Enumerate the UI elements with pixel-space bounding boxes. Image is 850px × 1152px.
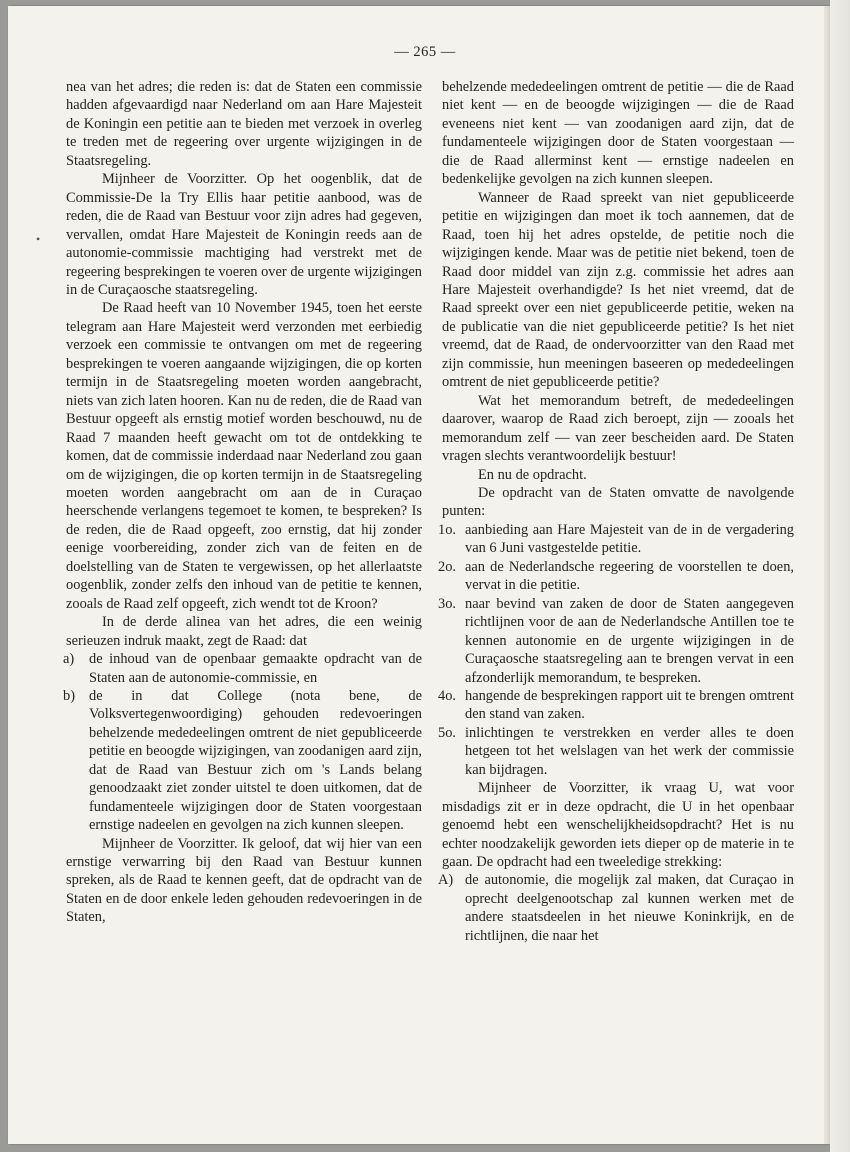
list-item [63,687,422,835]
list-item [438,871,794,945]
paragraph: De Raad heeft van 10 November 1945, toen het eerste telegram aan Hare Majesteit werd verzonden met eerbiedig verzoek een commissie te ontvangen om met de regeering besprekingen te voeren aangaande wijzigingen, die op korten termijn in de Staatsregeling moeten worden aangebracht, niets van zich laten hooren. Kan nu de reden, die de Raad van Bestuur opgeeft als ernstig motief worden beschouwd, nu de Raad 7 maanden heeft gewacht om tot de ontdekking te komen, dat de commissie inderdaad naar Nederland zou gaan om de wijzigingen, die op korten termijn in de Staatsregeling moeten worden aangebracht om aan de in Curaçao heerschende verlangens tegemoet te komen, te bespreken? Is de reden, die de Raad opgeeft, zoo ernstig, dat hij zonder eenige voorbereiding, zonder zich van de feiten en de doelstelling van de Staten te vergewissen, op het allerlaatste oogenblik, zonder zelfs den inhoud van de petitie te kennen, zooals de Raad zelf opgeeft, zich wendt tot de Kroon? [66,300,422,612]
list-item [63,650,422,687]
list-item [438,724,794,779]
list-item-label: A) [438,872,454,889]
right-column [438,78,794,945]
page-number: — 265 — [394,44,456,60]
list-item-text: hangende de besprekingen rapport uit te brengen omtrent den stand van zaken. [465,687,794,723]
list-item-text: de inhoud van de openbaar gemaakte opdracht van de Staten aan de autonomie-commissie, en [89,651,422,686]
margin-mark: • [36,232,41,246]
paragraph: behelzende mededeelingen omtrent de petitie — die de Raad niet kent — en de beoogde wijzigingen — die de Raad eveneens niet kent — van zoodanigen aard zijn, dat de fundamenteele wijzigingen door de Staten voorgestaan — die de Raad allerminst kent — ernstige nadeelen en bedenkelijke gevolgen na zich kunnen sleepen. [442,79,794,188]
list-item-text: inlichtingen te verstrekken en verder alles te doen hetgeen tot het welslagen van het werk der commissie kan bijdragen. [465,724,794,778]
list-item-text: aanbieding aan Hare Majesteit van de in de vergadering van 6 Juni vastgestelde petitie. [465,521,794,557]
paragraph: Mijnheer de Voorzitter. Ik geloof, dat wij hier van een ernstige verwarring bij den Raad van Bestuur kunnen spreken, als de Raad te kennen geeft, dat de opdracht van de Staten en de door enkele leden gehouden redevoeringen in de Staten, [66,835,422,926]
list-item-label: a) [63,651,75,668]
list-item [438,521,794,558]
list-item-text: naar bevind van zaken de door de Staten aangegeven richtlijnen voor de aan de Nederlandsche Antillen toe te kennen autonomie en de urgente wijzigingen in de Curaçaosche staatsregeling aan te brengen vervat in een afzonderlijk memorandum, te bespreken. [465,595,794,686]
paragraph: Mijnheer de Voorzitter, ik vraag U, wat voor misdadigs zit er in deze opdracht, die U in het openbaar genoemd hebt een wenschelijkheidsopdracht? Het is nu echter noodzakelijk geworden iets dieper op de materie in te gaan. De opdracht had een tweeledige strekking: [442,780,794,871]
paragraph: Wanneer de Raad spreekt van niet gepubliceerde petitie en wijzigingen dan moet ik toch aannemen, dat de Raad, toen hij het adres opstelde, de petitie noch die wijzigingen kende. Maar was de petitie niet bekend, toen de Raad door middel van zijn z.g. commissie het adres aan Hare Majesteit overhandigde? Is het niet vreemd, dat de Raad spreekt over een niet gepubliceerde petitie, weken na de publicatie van die niet gepubliceerde petitie? Is het niet vreemd, dat de Raad, de ondervoorzitter van den Raad met zijn commissie, hun meeningen baseeren op mededeelingen omtrent de niet gepubliceerde petitie? [442,189,794,391]
list-item-label: 5o. [438,724,456,741]
paragraph: In de derde alinea van het adres, die een weinig serieuzen indruk maakt, zegt de Raad: dat [66,614,422,649]
list-item [438,558,794,595]
paragraph: nea van het adres; die reden is: dat de Staten een commissie hadden afgevaardigd naar Nederland om aan Hare Majesteit de Koningin een petitie aan te bieden met verzoek in overleg te treden met de regeering over urgente wijzigingen in de Staatsregeling. [66,79,422,169]
paragraph: Wat het memorandum betreft, de mededeelingen daarover, waarop de Raad zich beroept, zijn — zooals het memorandum zelf — van zeer bescheiden aard. De Staten vragen slechts verantwoordelijk bestuur! [442,392,794,465]
list-item-label: b) [63,687,75,704]
list-item-label: 4o. [438,687,456,704]
list-item-text: aan de Nederlandsche regeering de voorstellen te doen, vervat in die petitie. [465,558,794,594]
list-item-text: de autonomie, die mogelijk zal maken, dat Curaçao in oprecht deelgenootschap zal kunnen werken met de andere staatsdeelen in het nieuwe Koninkrijk, en de richtlijnen, die naar het [465,872,794,944]
paragraph: Mijnheer de Voorzitter. Op het oogenblik, dat de Commissie-De la Try Ellis haar petitie aanbood, was de reden, die de Raad van Bestuur voor zijn adres had gegeven, vervallen, omdat Hare Majesteit de Koningin reeds aan de autonomie-commissie machtiging had verstrekt met de regeering besprekingen te voeren over de urgente wijzigingen in de Curaçaosche staatsregeling. [66,171,422,298]
left-column [63,78,422,927]
list-item-label: 3o. [438,595,456,612]
list-item [438,687,794,724]
page-edge [830,0,850,1152]
list-item-label: 1o. [438,521,456,538]
list-item-text: de in dat College (nota bene, de Volksvertegenwoordiging) gehouden redevoeringen behelzende mededeelingen omtrent de niet gepubliceerde petitie en beoogde wijzigingen, van zoodanigen aard zijn, dat de Raad van Bestuur zich om 's Lands belang genoodzaakt ziet zonder uitstel te doen uitkomen, dat de fundamenteele wijzigingen door de Staten voorgestaan ernstige nadeelen en gevolgen na zich kunnen sleepen. [89,687,422,834]
list-item [438,595,794,687]
paragraph: En nu de opdracht. [478,466,587,483]
list-item-label: 2o. [438,558,456,575]
paragraph: De opdracht van de Staten omvatte de navolgende punten: [442,484,794,520]
